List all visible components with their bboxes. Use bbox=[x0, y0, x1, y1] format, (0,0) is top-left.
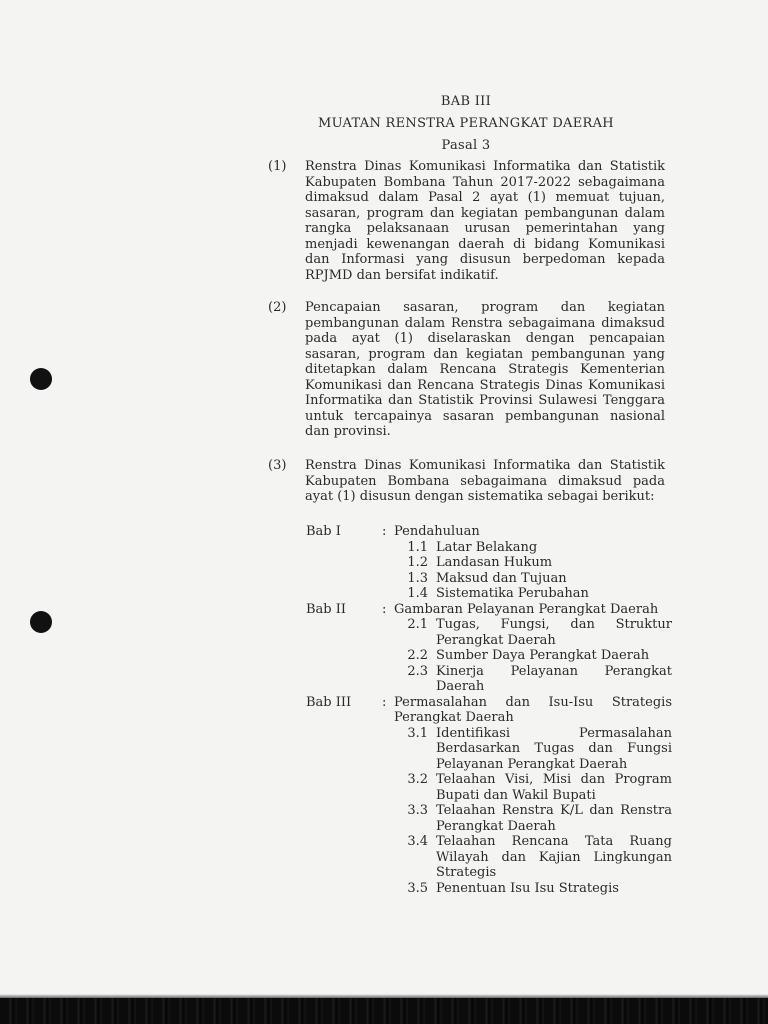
outline-item bbox=[394, 617, 672, 648]
outline-item-number: 1.1 bbox=[407, 539, 428, 555]
paragraph-number: (3) bbox=[268, 458, 287, 473]
outline-chapter-3 bbox=[306, 695, 672, 897]
outline-chapter-2 bbox=[306, 602, 672, 695]
outline-item-number: 2.1 bbox=[407, 617, 428, 632]
outline-item-text: Telaahan Visi, Misi dan Program Bupati dan Wakil Bupati bbox=[436, 772, 672, 803]
outline-chapter-title: Pendahuluan bbox=[394, 524, 480, 539]
outline-item-number: 3.2 bbox=[407, 772, 428, 787]
chapter-heading: BAB III bbox=[440, 94, 492, 109]
chapter-title: MUATAN RENSTRA PERANGKAT DAERAH bbox=[318, 116, 614, 131]
outline-item bbox=[394, 881, 672, 897]
paragraph-3 bbox=[268, 458, 668, 505]
outline-chapter-label: Bab II bbox=[306, 601, 347, 617]
outline-item bbox=[394, 648, 672, 664]
outline-chapter-label: Bab I bbox=[306, 524, 341, 539]
outline-item bbox=[394, 555, 672, 571]
outline-item-number: 3.1 bbox=[407, 725, 428, 741]
outline-item bbox=[394, 664, 672, 695]
paragraph-1 bbox=[268, 159, 668, 283]
paragraph-2 bbox=[268, 300, 668, 440]
paragraph-text: Renstra Dinas Komunikasi Informatika dan Statistik Kabupaten Bombana Tahun 2017-2022 sebagaimana dimaksud dalam Pasal 2 ayat (1) memuat tujuan, sasaran, program dan kegiatan pembangunan dalam rangka pelaksanaan urusan pemerintahan yang menjadi kewenangan daerah di bidang Komunikasi dan Informasi yang disusun berpedoman kepada RPJMD dan bersifat indikatif. bbox=[305, 159, 665, 283]
outline-chapter-1 bbox=[306, 524, 672, 602]
outline-item bbox=[394, 803, 672, 834]
outline-item-text: Telaahan Rencana Tata Ruang Wilayah dan Kajian Lingkungan Strategis bbox=[436, 834, 672, 880]
outline-item-text: Maksud dan Tujuan bbox=[436, 570, 567, 586]
outline-chapter-label: Bab III bbox=[306, 694, 352, 710]
outline-item-number: 3.5 bbox=[407, 880, 428, 896]
outline-item-number: 2.3 bbox=[407, 663, 428, 679]
outline-colon: : bbox=[382, 694, 387, 710]
outline-item-text: Kinerja Pelayanan Perangkat Daerah bbox=[436, 663, 672, 694]
outline-item-number: 1.4 bbox=[407, 586, 428, 601]
outline-item bbox=[394, 726, 672, 773]
outline-item-number: 3.3 bbox=[407, 803, 428, 818]
outline-item-number: 1.3 bbox=[407, 570, 428, 586]
paragraph-number: (2) bbox=[268, 300, 287, 315]
outline-item bbox=[394, 586, 672, 602]
outline-item bbox=[394, 834, 672, 881]
outline-item-number: 3.4 bbox=[407, 834, 428, 849]
outline-item bbox=[394, 571, 672, 587]
outline-item-text: Latar Belakang bbox=[436, 539, 538, 555]
outline-item-text: Sistematika Perubahan bbox=[436, 586, 589, 601]
outline-item bbox=[394, 540, 672, 556]
binder-hole bbox=[30, 611, 52, 633]
outline-list bbox=[306, 524, 672, 896]
outline-item bbox=[394, 772, 672, 803]
outline-colon: : bbox=[382, 524, 387, 539]
outline-item-text: Telaahan Renstra K/L dan Renstra Perangkat Daerah bbox=[436, 803, 672, 834]
paragraph-text: Renstra Dinas Komunikasi Informatika dan Statistik Kabupaten Bombana sebagaimana dimaksud pada ayat (1) disusun dengan sistematika sebagai berikut: bbox=[305, 458, 665, 504]
article-heading: Pasal 3 bbox=[441, 138, 491, 153]
outline-item-text: Tugas, Fungsi, dan Struktur Perangkat Daerah bbox=[436, 617, 672, 648]
outline-colon: : bbox=[382, 601, 387, 617]
outline-item-number: 1.2 bbox=[407, 555, 428, 570]
outline-item-text: Landasan Hukum bbox=[436, 555, 553, 570]
outline-item-number: 2.2 bbox=[407, 648, 428, 663]
outline-item-text: Sumber Daya Perangkat Daerah bbox=[436, 648, 650, 663]
paragraph-number: (1) bbox=[268, 159, 287, 174]
outline-item-text: Penentuan Isu Isu Strategis bbox=[436, 880, 619, 896]
outline-chapter-title: Permasalahan dan Isu-Isu Strategis Perangkat Daerah bbox=[394, 694, 672, 725]
outline-item-text: Identifikasi Permasalahan Berdasarkan Tugas dan Fungsi Pelayanan Perangkat Daerah bbox=[436, 725, 672, 772]
paragraph-text: Pencapaian sasaran, program dan kegiatan pembangunan dalam Renstra sebagaimana dimaksud pada ayat (1) diselaraskan dengan pencapaian sasaran, program dan kegiatan pembangunan yang ditetapkan dalam Rencana Strategis Kementerian Komunikasi dan Rencana Strategis Dinas Komunikasi Informatika dan Statistik Provinsi Sulawesi Tenggara untuk tercapainya sasaran pembangunan nasional dan provinsi. bbox=[305, 300, 665, 439]
scan-border-bar bbox=[0, 998, 768, 1024]
outline-chapter-title: Gambaran Pelayanan Perangkat Daerah bbox=[394, 601, 659, 617]
binder-hole bbox=[30, 368, 52, 390]
